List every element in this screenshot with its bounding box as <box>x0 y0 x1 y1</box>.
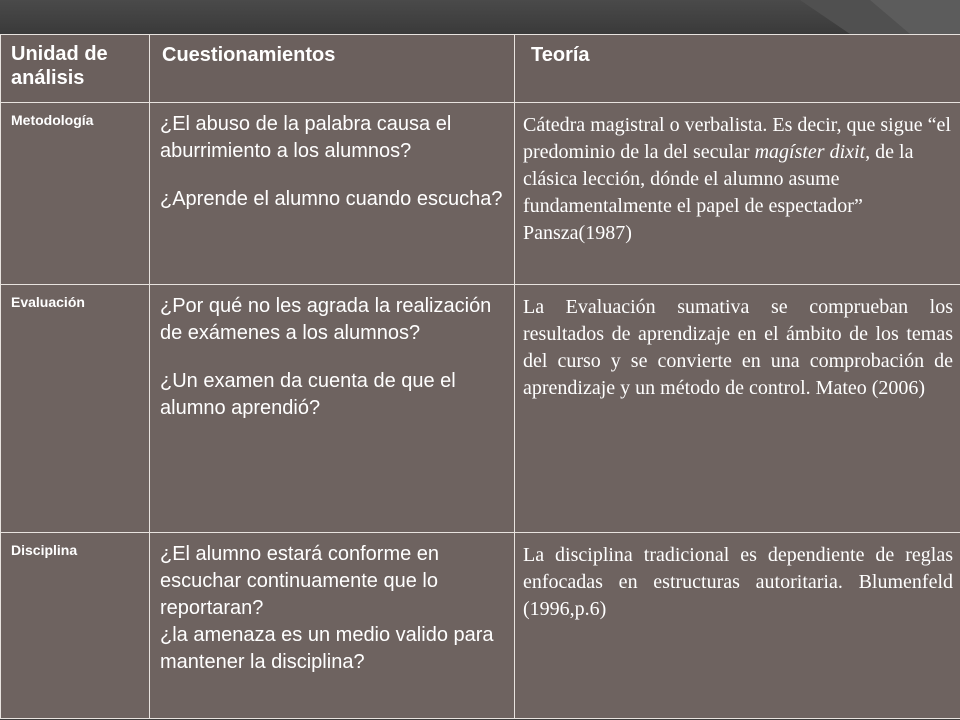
header-questions-label: Cuestionamientos <box>162 44 336 66</box>
theory-text-part: , de la clásica lección, dónde el alumno asume fundamentalmente el papel de espectador” <box>523 141 914 217</box>
theory-block <box>515 103 960 247</box>
theory-citation: Pansza(1987) <box>523 222 632 244</box>
header-cell-unit <box>1 35 150 103</box>
questions-block <box>150 103 514 213</box>
table-row <box>1 533 960 719</box>
slide-top-bar <box>0 0 960 34</box>
questions-cell <box>150 533 515 719</box>
questions-cell <box>150 103 515 285</box>
analysis-table <box>0 34 960 719</box>
unit-label: Metodología <box>11 112 94 128</box>
question-text: ¿la amenaza es un medio valido para mantener la disciplina? <box>160 624 494 673</box>
question-text: ¿Un examen da cuenta de que el alumno aprendió? <box>160 370 456 419</box>
theory-latin-phrase: magíster dixit <box>754 141 866 163</box>
decorative-corner-shape <box>760 0 960 34</box>
unit-label: Disciplina <box>11 542 78 558</box>
unit-cell <box>1 285 150 533</box>
question-text: ¿El abuso de la palabra causa el aburrimiento a los alumnos? <box>160 113 452 162</box>
theory-block <box>515 285 960 402</box>
table-row <box>1 285 960 533</box>
theory-text-part: Cátedra magistral o verbalista. Es decir, que sigue “el predominio de la del secular <box>523 114 951 163</box>
unit-label: Evaluación <box>11 294 85 310</box>
header-cell-questions <box>150 35 515 103</box>
header-unit-label: Unidad de análisis <box>11 43 108 89</box>
questions-cell <box>150 285 515 533</box>
theory-text: La disciplina tradicional es dependiente de reglas enfocadas en estructuras autoritaria. Blumenfeld (1996,p.6) <box>523 544 953 620</box>
question-text: ¿El alumno estará conforme en escuchar continuamente que lo reportaran? <box>160 543 440 619</box>
theory-cell <box>515 285 960 533</box>
header-theory-label: Teoría <box>531 44 590 66</box>
theory-text: La Evaluación sumativa se comprueban los resultados de aprendizaje en el ámbito de los temas del curso y se convierte en una comprobación de aprendizaje y un método de control. Mateo (2006) <box>523 296 953 399</box>
table-header-row <box>1 35 960 103</box>
questions-block <box>150 533 514 676</box>
theory-text <box>523 112 953 220</box>
unit-cell <box>1 103 150 285</box>
question-text: ¿Aprende el alumno cuando escucha? <box>160 188 503 210</box>
theory-cell <box>515 533 960 719</box>
header-cell-theory <box>515 35 960 103</box>
theory-block <box>515 533 960 623</box>
unit-cell <box>1 533 150 719</box>
theory-cell <box>515 103 960 285</box>
questions-block <box>150 285 514 422</box>
question-text: ¿Por qué no les agrada la realización de exámenes a los alumnos? <box>160 295 492 344</box>
table-row <box>1 103 960 285</box>
